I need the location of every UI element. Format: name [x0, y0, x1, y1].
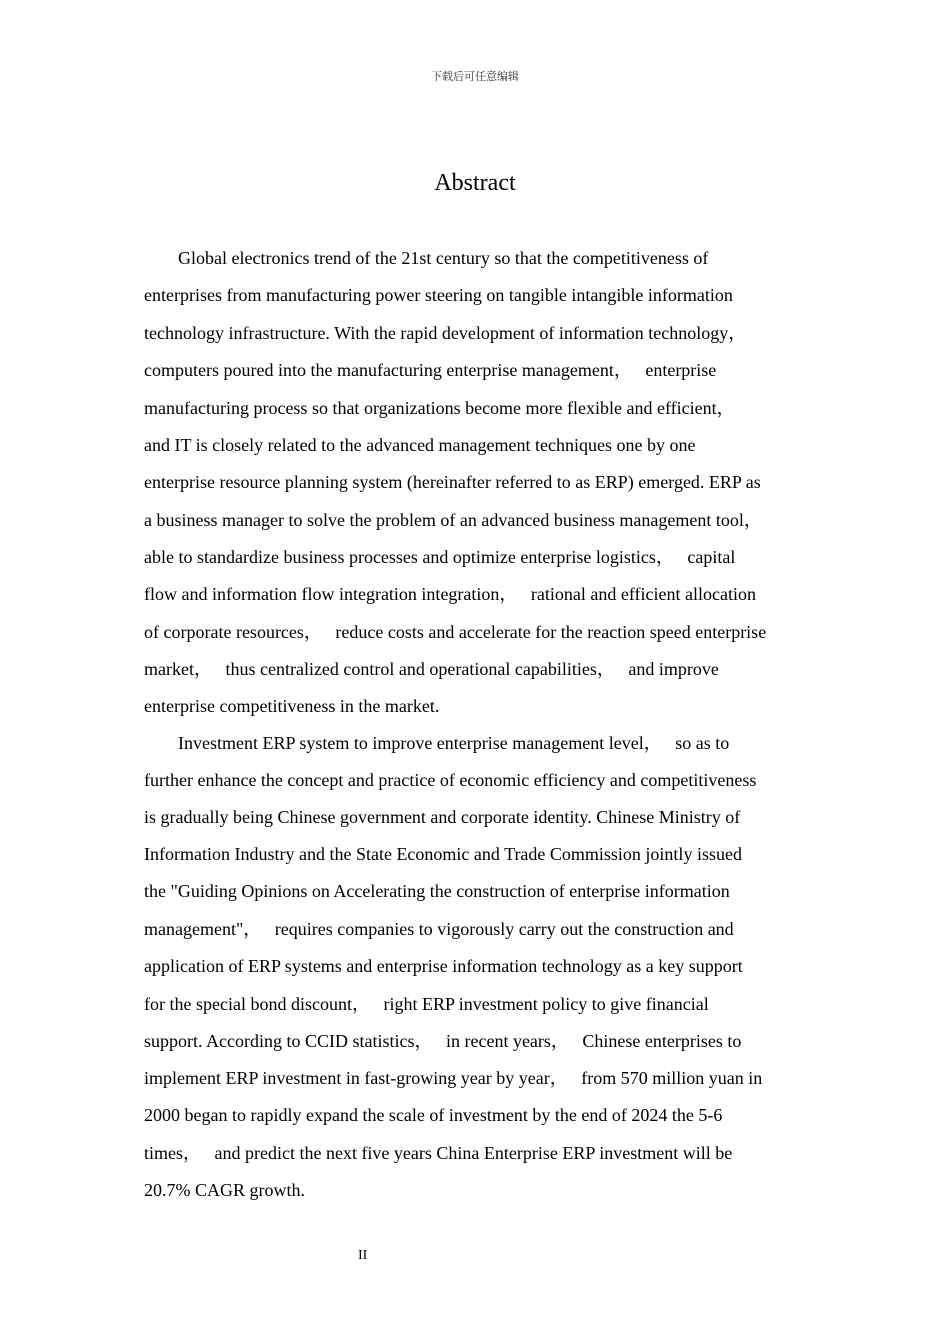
text-line: Investment ERP system to improve enterprise management level， so as to: [178, 733, 730, 753]
text-line: enterprises from manufacturing power steering on tangible intangible information: [144, 285, 733, 305]
text-line: of corporate resources， reduce costs and accelerate for the reaction speed enterprise: [144, 622, 767, 642]
text-line: is gradually being Chinese government and corporate identity. Chinese Ministry of: [144, 807, 741, 827]
text-line: implement ERP investment in fast-growing year by year， from 570 million yuan in: [144, 1068, 763, 1088]
text-line: for the special bond discount， right ERP investment policy to give financial: [144, 994, 709, 1014]
text-line: enterprise resource planning system (hereinafter referred to as ERP) emerged. ERP as: [144, 472, 761, 492]
text-line: computers poured into the manufacturing enterprise management， enterprise: [144, 360, 717, 380]
text-line: flow and information flow integration integration， rational and efficient allocation: [144, 584, 756, 604]
text-line: 20.7% CAGR growth.: [144, 1180, 305, 1200]
text-line: able to standardize business processes and optimize enterprise logistics， capital: [144, 547, 736, 567]
page-number: II: [358, 1248, 368, 1263]
text-line: application of ERP systems and enterprise information technology as a key support: [144, 956, 743, 976]
text-line: Information Industry and the State Economic and Trade Commission jointly issued: [144, 844, 742, 864]
text-line: management"， requires companies to vigorously carry out the construction and: [144, 919, 734, 939]
text-line: market， thus centralized control and operational capabilities， and improve: [144, 659, 719, 679]
text-line: enterprise competitiveness in the market.: [144, 696, 440, 716]
text-line: and IT is closely related to the advanced management techniques one by one: [144, 435, 696, 455]
text-line: support. According to CCID statistics， in recent years， Chinese enterprises to: [144, 1031, 742, 1051]
text-line: a business manager to solve the problem of an advanced business management tool，: [144, 510, 762, 530]
header-note: 下载后可任意编辑: [431, 70, 519, 83]
text-line: technology infrastructure. With the rapid development of information technology，: [144, 323, 747, 343]
text-line: times， and predict the next five years China Enterprise ERP investment will be: [144, 1143, 733, 1163]
text-line: 2000 began to rapidly expand the scale of investment by the end of 2024 the 5-6: [144, 1105, 723, 1125]
page-title: Abstract: [434, 170, 516, 196]
text-line: further enhance the concept and practice of economic efficiency and competitiveness: [144, 770, 757, 790]
text-line: the "Guiding Opinions on Accelerating the construction of enterprise information: [144, 881, 730, 901]
text-line: Global electronics trend of the 21st century so that the competitiveness of: [178, 248, 709, 268]
text-line: manufacturing process so that organizations become more flexible and efficient，: [144, 398, 735, 418]
